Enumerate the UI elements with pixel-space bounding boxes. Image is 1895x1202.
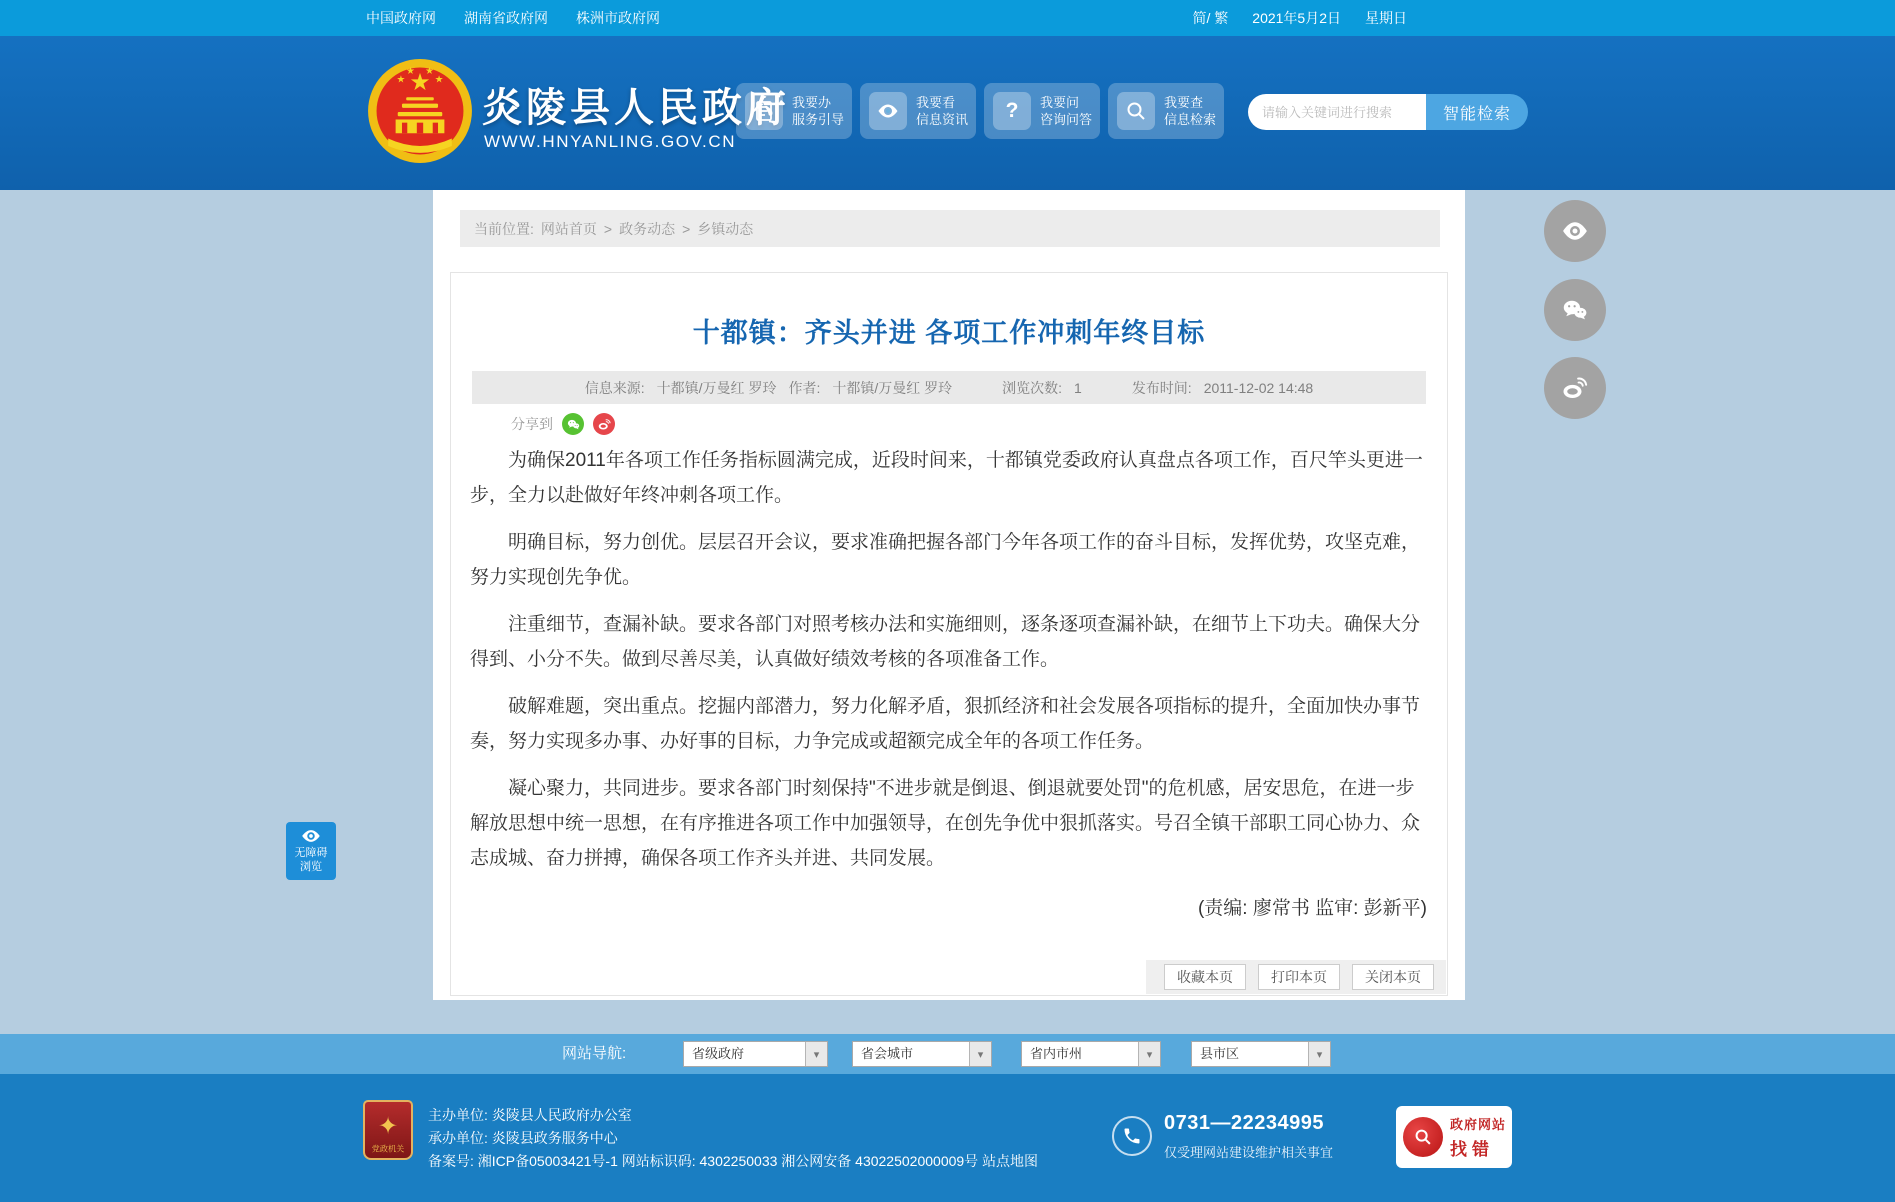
footer-host-label: 主办单位: (428, 1107, 488, 1123)
footer-info (428, 1104, 1038, 1173)
error-report-line1: 政府网站 (1450, 1117, 1507, 1132)
select-value: 省内市州 (1030, 1046, 1083, 1061)
content-card (433, 190, 1465, 1000)
footer-undertaker-label: 承办单位: (428, 1130, 488, 1146)
bookmark-page-button[interactable]: 收藏本页 (1164, 964, 1246, 990)
service-button-cha[interactable] (1108, 83, 1224, 139)
gov-site-error-report-badge[interactable] (1396, 1106, 1512, 1168)
contact-phone-note: 仅受理网站建设维护相关事宜 (1164, 1145, 1334, 1160)
chevron-down-icon: ▾ (805, 1042, 827, 1066)
footer-undertaker-value: 炎陵县政务服务中心 (491, 1130, 618, 1146)
lang-toggle[interactable]: 简/ 繁 (1192, 10, 1229, 26)
article-paragraph: 注重细节，查漏补缺。要求各部门对照考核办法和实施细则，逐条逐项查漏补缺，在细节上下功夫。确保大分得到、小分不失。做到尽善尽美，认真做好绩效考核的各项准备工作。 (470, 614, 1421, 670)
article-paragraph: 明确目标，努力创优。层层召开会议，要求准确把握各部门今年各项工作的奋斗目标，发挥优势，攻坚克难，努力实现创先争优。 (470, 532, 1421, 588)
eye-icon (869, 92, 907, 130)
site-url: WWW.HNYANLING.GOV.CN (484, 132, 737, 151)
meta-time: 2011-12-02 14:48 (1203, 379, 1314, 396)
service-sublabel: 信息资讯 (916, 112, 969, 127)
site-footer (0, 1074, 1895, 1202)
eye-icon (1560, 216, 1590, 246)
search-icon (1117, 92, 1155, 130)
site-nav-strip (0, 1034, 1895, 1074)
breadcrumb (460, 210, 1440, 247)
link-zhuzhou-gov[interactable]: 株洲市政府网 (576, 10, 660, 26)
article-paragraph: 破解难题，突出重点。挖掘内部潜力，努力化解矛盾，狠抓经济和社会发展各项指标的提升，全面加快办事节奏，努力实现多办事、办好事的目标，力争完成或超额完成全年的各项工作任务。 (470, 696, 1421, 752)
footer-host-value: 炎陵县人民政府办公室 (491, 1107, 632, 1123)
contact-phone: 0731—22234995 (1164, 1112, 1324, 1134)
close-page-button[interactable]: 关闭本页 (1352, 964, 1434, 990)
breadcrumb-home[interactable]: 网站首页 (540, 220, 597, 237)
breadcrumb-zhengwu[interactable]: 政务动态 (619, 220, 676, 237)
accessibility-browse-button[interactable] (286, 822, 336, 880)
select-value: 省会城市 (861, 1046, 914, 1061)
gov-links (366, 8, 660, 28)
phone-icon (1112, 1116, 1152, 1156)
select-provincial-gov[interactable] (683, 1041, 828, 1067)
floating-weibo-button[interactable] (1544, 357, 1606, 419)
meta-author: 十都镇/万曼红 罗玲 (832, 379, 953, 396)
select-counties[interactable] (1191, 1041, 1331, 1067)
breadcrumb-separator: > (682, 220, 691, 237)
error-report-magnifier-icon (1403, 1117, 1443, 1157)
meta-source: 十都镇/万曼红 罗玲 (656, 379, 777, 396)
search-input[interactable] (1248, 94, 1426, 130)
footer-icp-value: 湘ICP备05003421号-1 网站标识码: 4302250033 湘公网安备 43022502000009号 (477, 1153, 979, 1169)
site-header (0, 36, 1895, 190)
sitemap-link[interactable]: 站点地图 (982, 1153, 1039, 1169)
service-label: 我要看 (916, 95, 956, 110)
site-title: 炎陵县人民政府 (482, 86, 790, 130)
smart-search-button[interactable]: 智能检索 (1426, 94, 1528, 130)
article-body (470, 443, 1428, 888)
share-weibo-icon[interactable] (593, 413, 615, 435)
badge-emblem-icon: ✦ (377, 1113, 399, 1140)
article-paragraph: 为确保2011年各项工作任务指标圆满完成，近段时间来，十都镇党委政府认真盘点各项工作，百尺竿头更进一步，全力以赴做好年终冲刺各项工作。 (470, 450, 1423, 506)
eye-icon (301, 829, 321, 843)
service-button-banshi[interactable] (736, 83, 852, 139)
select-capital-cities[interactable] (852, 1041, 992, 1067)
document-icon (745, 92, 783, 130)
service-label: 我要办 (792, 95, 832, 110)
accessibility-label-line1: 无障碍 (294, 846, 328, 859)
meta-time-label: 发布时间: (1131, 379, 1192, 396)
article-panel (450, 272, 1448, 996)
meta-views: 1 (1074, 379, 1082, 396)
select-value: 省级政府 (692, 1046, 745, 1061)
breadcrumb-separator: > (603, 220, 613, 237)
wechat-icon (1560, 295, 1590, 325)
link-china-gov[interactable]: 中国政府网 (366, 10, 436, 26)
service-label: 我要查 (1164, 95, 1204, 110)
error-report-line2: 找错 (1450, 1140, 1494, 1159)
current-date: 2021年5月2日 (1252, 10, 1341, 26)
top-bar (0, 0, 1895, 36)
floating-browse-aid-button[interactable] (1544, 200, 1606, 262)
share-label: 分享到 (511, 416, 553, 432)
breadcrumb-label: 当前位置: (474, 220, 534, 237)
service-button-kan[interactable] (860, 83, 976, 139)
chevron-down-icon: ▾ (969, 1042, 991, 1066)
badge-text: 党政机关 (371, 1144, 405, 1154)
editor-note: (责编: 廖常书 监审: 彭新平) (1197, 898, 1427, 919)
select-value: 县市区 (1200, 1046, 1240, 1061)
current-weekday: 星期日 (1365, 10, 1407, 26)
select-province-cities[interactable] (1021, 1041, 1161, 1067)
service-button-wen[interactable] (984, 83, 1100, 139)
meta-author-label: 作者: (788, 379, 821, 396)
chevron-down-icon: ▾ (1308, 1042, 1330, 1066)
service-sublabel: 服务引导 (792, 112, 845, 127)
meta-source-label: 信息来源: (584, 379, 645, 396)
breadcrumb-xiangzhen[interactable]: 乡镇动态 (697, 220, 754, 237)
party-gov-badge[interactable] (363, 1100, 413, 1160)
share-row (511, 413, 615, 435)
print-page-button[interactable]: 打印本页 (1258, 964, 1340, 990)
nav-strip-label: 网站导航: (562, 1045, 627, 1062)
service-sublabel: 咨询问答 (1040, 112, 1093, 127)
meta-views-label: 浏览次数: (1002, 379, 1063, 396)
service-sublabel: 信息检索 (1164, 112, 1217, 127)
page-actions (1146, 960, 1446, 994)
link-hunan-gov[interactable]: 湖南省政府网 (464, 10, 548, 26)
accessibility-label-line2: 浏览 (300, 860, 322, 873)
article-title: 十都镇：齐头并进 各项工作冲刺年终目标 (692, 318, 1206, 348)
chevron-down-icon: ▾ (1138, 1042, 1160, 1066)
article-paragraph: 凝心聚力，共同进步。要求各部门时刻保持"不进步就是倒退、倒退就要处罚"的危机感，居安思危，在进一步解放思想中统一思想，在有序推进各项工作中加强领导，在创先争优中狠抓落实。号召全镇干部职工同心协力、众志成城、奋力拼搏，确保各项工作齐头并进、共同发展。 (470, 778, 1421, 869)
weibo-icon (1560, 373, 1590, 403)
footer-icp-label: 备案号: (428, 1153, 474, 1169)
share-wechat-icon[interactable] (562, 413, 584, 435)
service-label: 我要问 (1040, 95, 1080, 110)
question-icon: ? (993, 92, 1031, 130)
national-emblem-logo (367, 58, 473, 164)
floating-wechat-button[interactable] (1544, 279, 1606, 341)
article-meta-bar (472, 371, 1426, 404)
